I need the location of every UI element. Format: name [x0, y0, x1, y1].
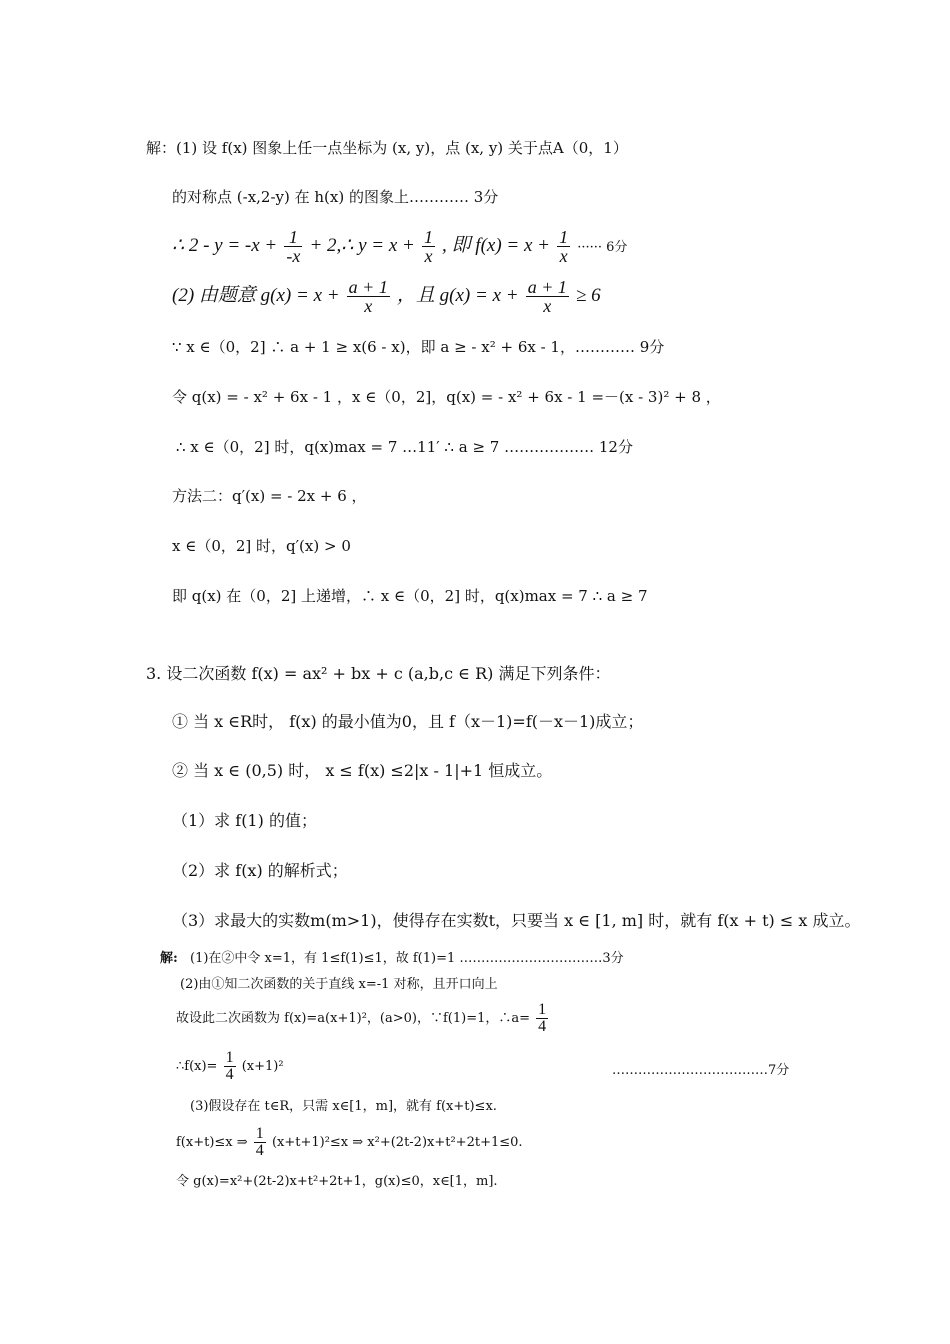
denominator: -x: [286, 246, 301, 266]
denominator: 4: [225, 1066, 234, 1083]
score-marker: ······ 6分: [577, 240, 628, 255]
fraction: [557, 228, 570, 265]
numerator: 1: [255, 1125, 264, 1142]
denominator: x: [364, 296, 373, 316]
numerator: a + 1: [527, 277, 567, 297]
fraction: [536, 1002, 548, 1035]
solution3-line6: [176, 1126, 523, 1159]
problem3-condition2: ② 当 x ∈ (0,5) 时， x ≤ f(x) ≤2|x - 1|+1 恒成立。: [172, 761, 553, 780]
numerator: 1: [284, 228, 302, 247]
denominator: x: [559, 246, 568, 266]
problem3-condition1: ① 当 x ∈R时， f(x) 的最小值为0，且 f（x－1)=f(－x－1)成立；: [172, 712, 644, 731]
numerator: 1: [559, 227, 569, 247]
fraction: [224, 1050, 236, 1083]
solution1-line10: 即 q(x) 在（0，2] 上递增，∴ x ∈（0，2] 时，q(x)max = 7 ∴ a ≥ 7: [172, 587, 648, 605]
solution1-line6: 令 q(x) = - x² + 6x - 1 ，x ∈（0，2]，q(x) = - x² + 6x - 1 =－(x - 3)² + 8 ，: [172, 388, 721, 406]
equation-part: ≥ 6: [575, 285, 601, 306]
equation-part: (x+t+1)²≤x ⇒ x²+(2t-2)x+t²+2t+1≤0.: [271, 1135, 523, 1150]
equation-part: , 即 f(x) = x +: [442, 235, 550, 256]
solution3-line5: (3)假设存在 t∈R，只需 x∈[1，m]，就有 f(x+t)≤x.: [190, 1099, 497, 1114]
score-marker: ………………………………7分: [612, 1063, 790, 1078]
equation-part: 故设此二次函数为 f(x)=a(x+1)²，(a>0)，∵f(1)=1，∴a=: [176, 1011, 531, 1026]
numerator: 1: [423, 227, 433, 247]
solution3-line7: 令 g(x)=x²+(2t-2)x+t²+2t+1，g(x)≤0，x∈[1，m].: [176, 1174, 498, 1189]
solution3-line1: (1)在②中令 x=1，有 1≤f(1)≤1，故 f(1)=1 ……………………………3分: [190, 951, 624, 966]
solution3-label: 解:: [160, 951, 178, 966]
solution1-line9: x ∈（0，2] 时，q′(x) > 0: [172, 537, 351, 555]
problem3-question1: （1）求 f(1) 的值；: [172, 811, 317, 830]
equation-part: + 2,∴ y = x +: [309, 235, 415, 256]
equation-part: f(x+t)≤x ⇒: [176, 1135, 248, 1150]
solution3-line3: [176, 1002, 550, 1035]
denominator: 4: [255, 1142, 264, 1159]
fraction: [347, 278, 390, 315]
solution3-line2: (2)由①知二次函数的关于直线 x=-1 对称，且开口向上: [180, 977, 498, 992]
solution1-line1: 解：(1) 设 f(x) 图象上任一点坐标为 (x, y)，点 (x, y) 关于点A（0，1）: [146, 139, 628, 157]
solution1-line3: [172, 228, 627, 265]
problem3-question3: （3）求最大的实数m(m>1)，使得存在实数t，只要当 x ∈ [1, m] 时，就有 f(x + t) ≤ x 成立。: [172, 911, 861, 930]
solution1-line8: 方法二：q′(x) = - 2x + 6 ，: [172, 487, 367, 505]
problem3-title: 3. 设二次函数 f(x) = ax² + bx + c (a,b,c ∈ R) 满足下列条件：: [146, 664, 611, 683]
solution3-line4: [176, 1050, 284, 1083]
equation-part: ∴f(x)=: [176, 1059, 218, 1074]
equation-part: ∴ 2 - y = -x +: [172, 235, 278, 256]
fraction: [254, 1126, 266, 1159]
solution1-line7: ∴ x ∈（0，2] 时，q(x)max = 7 …11′ ∴ a ≥ 7 ……………… 12分: [176, 438, 633, 456]
numerator: a + 1: [348, 277, 388, 297]
denominator: x: [424, 246, 433, 266]
denominator: 4: [538, 1018, 547, 1035]
solution1-line5: ∵ x ∈（0，2] ∴ a + 1 ≥ x(6 - x)，即 a ≥ - x² + 6x - 1，………… 9分: [172, 338, 665, 356]
numerator: 1: [225, 1049, 234, 1066]
equation-part: (2) 由题意 g(x) = x +: [172, 285, 340, 306]
fraction: [284, 228, 302, 265]
numerator: 1: [538, 1001, 547, 1018]
solution1-line4: [172, 278, 601, 315]
equation-part: ，且 g(x) = x +: [396, 285, 519, 306]
solution1-line2: 的对称点 (-x,2-y) 在 h(x) 的图象上………… 3分: [172, 188, 499, 206]
problem3-question2: （2）求 f(x) 的解析式；: [172, 861, 348, 880]
fraction: [526, 278, 569, 315]
fraction: [422, 228, 435, 265]
equation-part: (x+1)²: [241, 1059, 284, 1074]
denominator: x: [543, 296, 552, 316]
